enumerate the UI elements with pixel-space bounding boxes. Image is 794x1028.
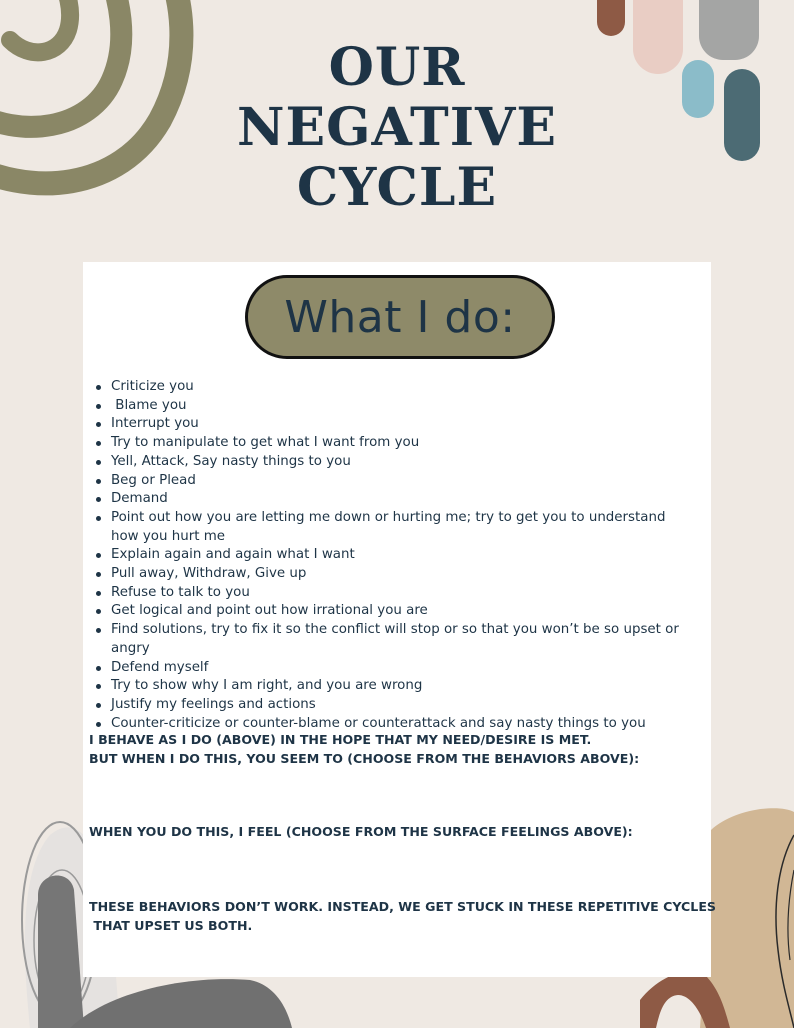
list-item: Point out how you are letting me down or hurting me; try to get you to understand how you hurt me xyxy=(93,509,693,546)
list-item: Justify my feelings and actions xyxy=(93,696,693,715)
statement-line: WHEN YOU DO THIS, I FEEL (CHOOSE FROM THE SURFACE FEELINGS ABOVE): xyxy=(89,824,633,839)
hope-statement xyxy=(89,731,699,768)
statement-line: THESE BEHAVIORS DON’T WORK. INSTEAD, WE GET STUCK IN THESE REPETITIVE CYCLES xyxy=(89,899,716,914)
list-item: Demand xyxy=(93,490,693,509)
list-item: Interrupt you xyxy=(93,415,693,434)
statement-line: I BEHAVE AS I DO (ABOVE) IN THE HOPE THAT MY NEED/DESIRE IS MET. xyxy=(89,732,592,747)
list-item: Refuse to talk to you xyxy=(93,584,693,603)
list-item: Try to manipulate to get what I want from you xyxy=(93,434,693,453)
behavior-list xyxy=(93,378,693,733)
list-item: Yell, Attack, Say nasty things to you xyxy=(93,453,693,472)
list-item: Try to show why I am right, and you are wrong xyxy=(93,677,693,696)
heading-text: What I do: xyxy=(284,291,516,343)
list-item: Blame you xyxy=(93,397,693,416)
list-item: Get logical and point out how irrational you are xyxy=(93,602,693,621)
title-line: OUR xyxy=(328,37,466,98)
heading-badge xyxy=(245,275,555,359)
statement-line: BUT WHEN I DO THIS, YOU SEEM TO (CHOOSE FROM THE BEHAVIORS ABOVE): xyxy=(89,750,640,766)
title-line: CYCLE xyxy=(296,157,498,218)
statement-line: THAT UPSET US BOTH. xyxy=(89,917,253,933)
list-item: Criticize you xyxy=(93,378,693,397)
feeling-statement xyxy=(89,823,699,842)
title-line: NEGATIVE xyxy=(236,97,558,158)
content-card xyxy=(83,262,716,977)
page-title xyxy=(0,38,794,218)
list-item: Find solutions, try to fix it so the conflict will stop or so that you won’t be so upset or angry xyxy=(93,621,693,658)
list-item: Defend myself xyxy=(93,659,693,678)
list-item: Pull away, Withdraw, Give up xyxy=(93,565,693,584)
list-item: Beg or Plead xyxy=(93,472,693,491)
list-item: Explain again and again what I want xyxy=(93,546,693,565)
cycle-statement xyxy=(89,898,716,935)
list-item: Counter-criticize or counter-blame or counterattack and say nasty things to you xyxy=(93,715,693,734)
